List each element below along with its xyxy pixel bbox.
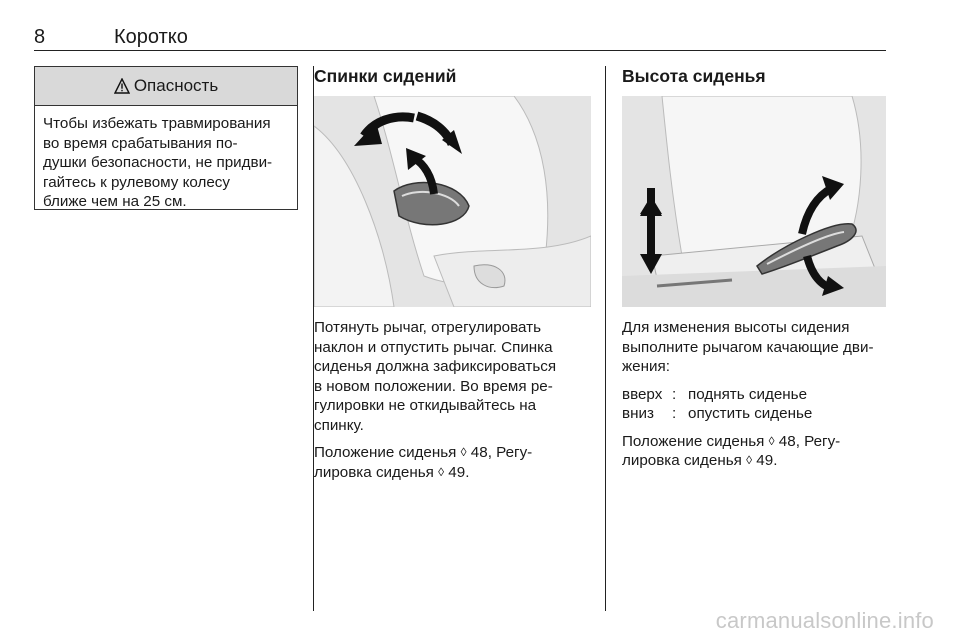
text-line: в новом положении. Во время ре- — [314, 377, 553, 395]
text-line: жения: — [622, 358, 670, 375]
page-number: 8 — [34, 26, 46, 48]
text-line: гулировки не откидывайтесь на — [314, 397, 537, 414]
link-seat-position[interactable]: Положение сиденья — [622, 432, 765, 450]
link-seat-position[interactable]: Положение сиденья — [314, 444, 457, 461]
text-fragment: , Регу- — [487, 444, 533, 461]
page-ref-icon: ◊ — [438, 464, 445, 479]
warning-header — [35, 67, 297, 106]
link-seat-adjustment[interactable]: лировка сиденья — [314, 463, 434, 481]
warning-line: во время срабатывания по- — [43, 134, 238, 152]
definition-desc: опустить сиденье — [688, 405, 813, 422]
page-ref-number[interactable]: 48 — [778, 432, 796, 450]
text-line: Для изменения высоты сидения — [622, 319, 850, 336]
warning-triangle-icon — [114, 78, 130, 94]
column-divider — [605, 66, 606, 611]
text-line: спинку. — [314, 416, 364, 434]
definition-colon: : — [672, 405, 677, 422]
page-header — [34, 24, 886, 51]
definition-term: вниз — [622, 405, 654, 422]
page-ref-number[interactable]: 48 — [470, 444, 488, 461]
warning-line: гайтесь к рулевому колесу — [43, 173, 230, 191]
warning-line: Чтобы избежать травмирования — [43, 115, 271, 132]
page-ref-icon: ◊ — [746, 453, 753, 467]
backrest-body — [314, 318, 599, 490]
definition-desc: поднять сиденье — [688, 385, 808, 403]
height-references: Положение сиденья ◊ 48, Регу- лировка сиденья ◊ 49. — [622, 432, 841, 469]
page-ref-icon: ◊ — [460, 445, 467, 459]
height-illustration — [622, 96, 886, 307]
watermark: carmanualsonline.info — [715, 608, 934, 633]
page-ref-number[interactable]: 49 — [756, 452, 774, 469]
seat-height-lever-drawing — [622, 96, 886, 307]
backrest-lever-drawing — [314, 96, 591, 307]
backrest-paragraph — [314, 318, 599, 435]
height-section-title: Высота сиденья — [622, 66, 766, 86]
height-paragraph — [622, 318, 892, 377]
page-ref-icon: ◊ — [768, 433, 775, 448]
link-seat-adjustment[interactable]: лировка сиденья — [622, 452, 742, 469]
definition-list — [622, 385, 892, 424]
height-body — [622, 318, 892, 479]
warning-text — [35, 106, 297, 220]
warning-line: ближе чем на 25 см. — [43, 193, 187, 210]
text-line: сиденья должна зафиксироваться — [314, 358, 557, 375]
text-line: наклон и отпустить рычаг. Спинка — [314, 338, 553, 356]
backrest-references: Положение сиденья ◊ 48, Регу- лировка сиденья ◊ 49. — [314, 444, 533, 481]
definition-row — [622, 404, 892, 424]
warning-line: душки безопасности, не придви- — [43, 154, 273, 171]
danger-warning-box — [34, 66, 298, 210]
warning-title: Опасность — [133, 76, 219, 95]
text-line: выполните рычагом качающие дви- — [622, 338, 874, 356]
backrest-section-title: Спинки сидений — [314, 66, 457, 86]
backrest-illustration — [314, 96, 591, 307]
definition-row — [622, 385, 892, 405]
header-title: Коротко — [114, 26, 188, 48]
definition-colon: : — [672, 385, 677, 403]
page-ref-number[interactable]: 49 — [448, 463, 466, 481]
definition-term: вверх — [622, 385, 663, 403]
text-fragment: , Регу- — [795, 432, 841, 450]
text-line: Потянуть рычаг, отрегулировать — [314, 319, 542, 336]
